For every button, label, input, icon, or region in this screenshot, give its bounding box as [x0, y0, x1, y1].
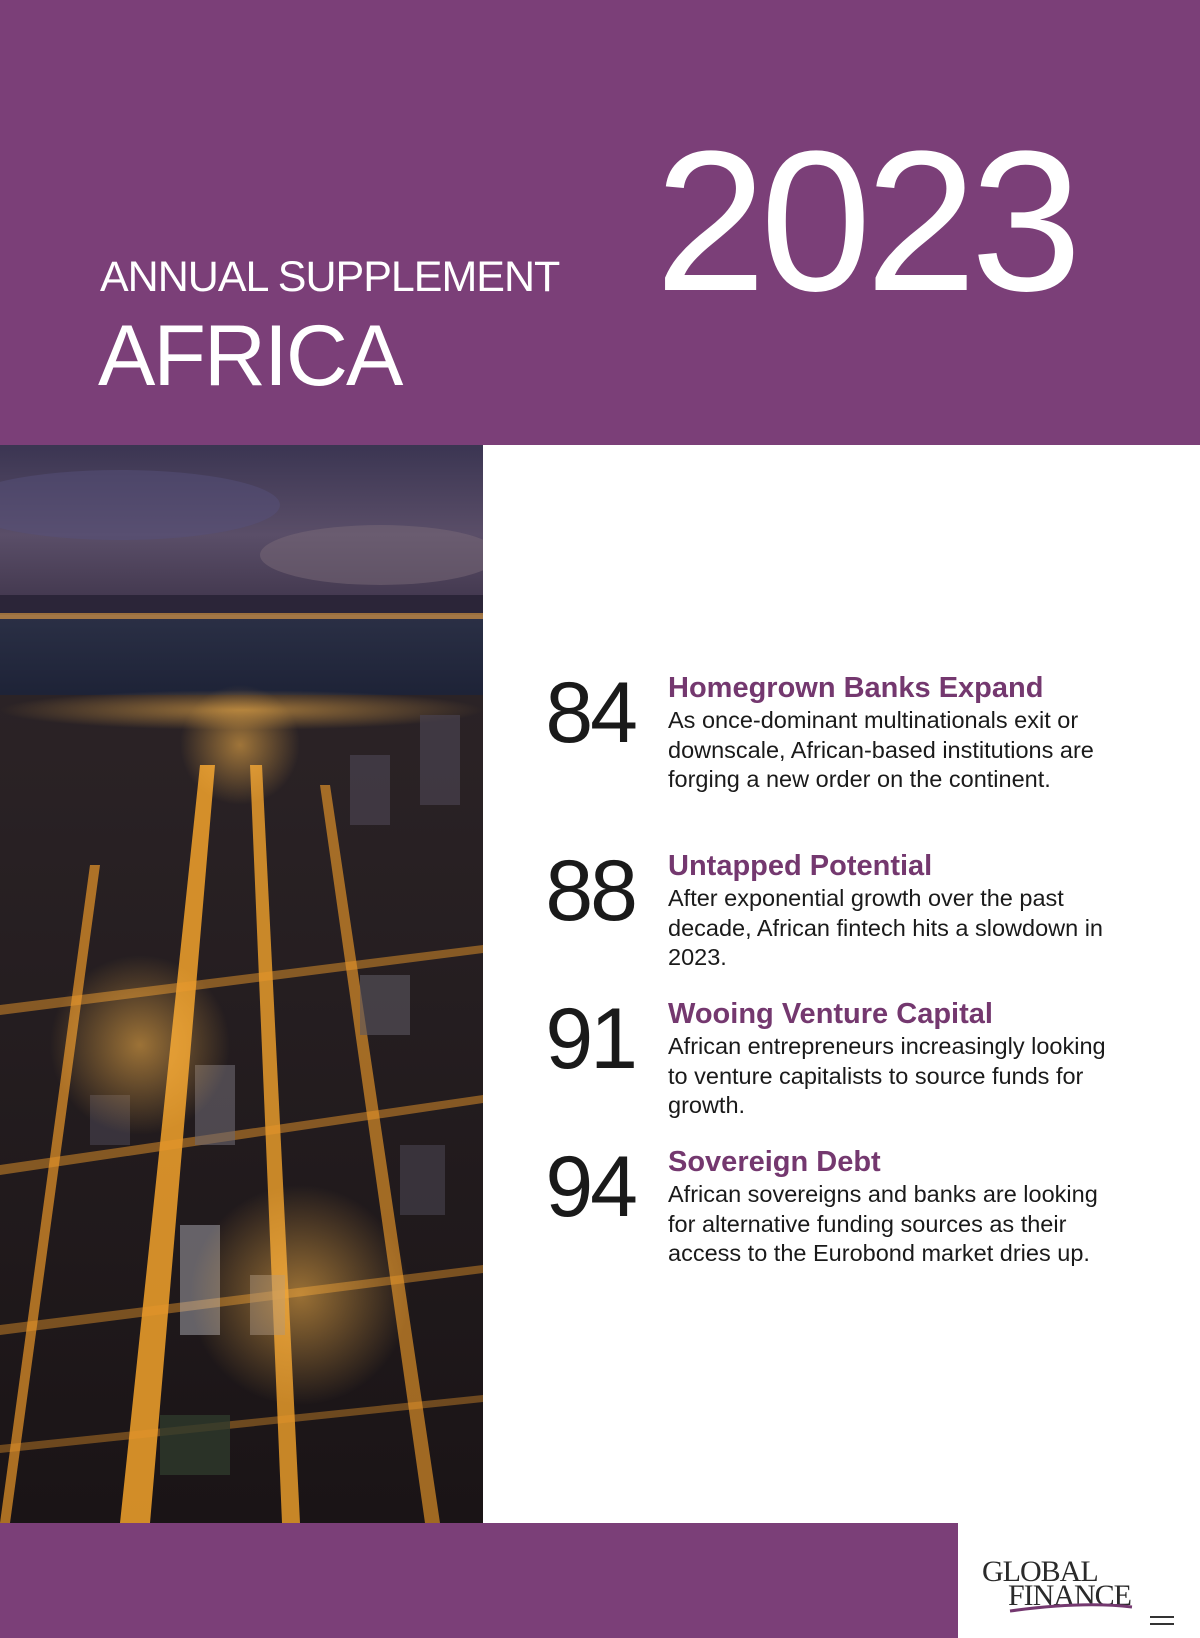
global-finance-logo — [982, 1555, 1182, 1615]
year-title: 2023 — [655, 110, 1076, 333]
toc-description: As once-dominant multinationals exit or downscale, African-based institutions are forging a new order on the continent. — [668, 707, 1094, 792]
toc-page-number: 84 — [545, 665, 635, 761]
toc-description: African sovereigns and banks are looking for alternative funding sources as their access to the Eurobond market dries up. — [668, 1181, 1098, 1266]
logo-line-global: GLOBAL — [982, 1555, 1098, 1588]
toc-title: Sovereign Debt — [668, 1146, 881, 1178]
supplement-label: ANNUAL SUPPLEMENT — [100, 253, 560, 301]
city-night-photo — [0, 445, 483, 1523]
toc-description: After exponential growth over the past decade, African fintech hits a slowdown in 2023. — [668, 885, 1104, 970]
toc-title: Homegrown Banks Expand — [668, 672, 1044, 704]
toc-title: Wooing Venture Capital — [668, 998, 993, 1030]
region-title: AFRICA — [98, 308, 402, 404]
toc-page-number: 94 — [545, 1139, 635, 1235]
toc-title: Untapped Potential — [668, 850, 933, 882]
footer-band — [0, 1523, 958, 1638]
toc-page-number: 91 — [545, 991, 635, 1087]
menu-icon[interactable] — [1150, 1616, 1174, 1626]
logo-swoosh-icon — [982, 1555, 1182, 1615]
header-banner — [0, 0, 1200, 445]
logo-line-finance: FINANCE — [1008, 1579, 1132, 1612]
toc-page-number: 88 — [545, 843, 635, 939]
toc-description: African entrepreneurs increasingly looking to venture capitalists to source funds for growth. — [668, 1033, 1106, 1118]
